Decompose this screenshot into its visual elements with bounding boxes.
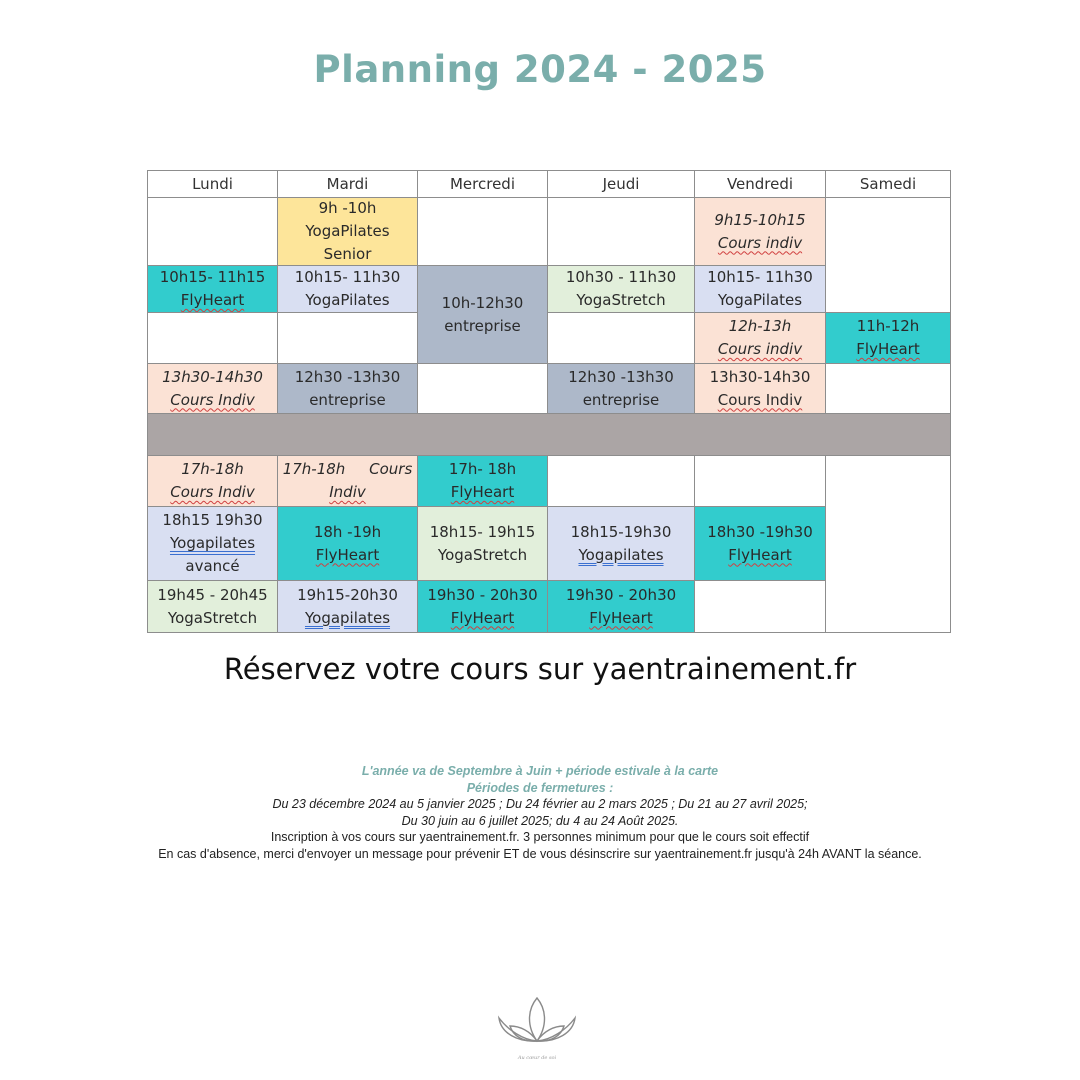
session-vendredi-18h30: 18h30 -19h30 FlyHeart bbox=[694, 506, 826, 581]
session-mardi-19h15: 19h15-20h30 Yogapilates bbox=[277, 580, 418, 633]
session-mardi-9h: 9h -10h YogaPilates Senior bbox=[277, 197, 418, 266]
session-vendredi-13h30: 13h30-14h30 Cours Indiv bbox=[694, 363, 826, 414]
session-lundi-13h30: 13h30-14h30 Cours Indiv bbox=[147, 363, 278, 414]
empty-cell bbox=[825, 455, 951, 633]
empty-cell bbox=[417, 363, 548, 414]
day-header-lundi: Lundi bbox=[147, 170, 278, 198]
empty-cell bbox=[147, 197, 278, 266]
session-jeudi-12h30: 12h30 -13h30 entreprise bbox=[547, 363, 695, 414]
empty-cell bbox=[547, 312, 695, 364]
session-mardi-17h: 17h-18h Cours Indiv bbox=[277, 455, 418, 507]
session-mercredi-18h15: 18h15- 19h15 YogaStretch bbox=[417, 506, 548, 581]
session-lundi-10h15: 10h15- 11h15 FlyHeart bbox=[147, 265, 278, 313]
session-jeudi-18h15: 18h15-19h30 Yogapilates bbox=[547, 506, 695, 581]
logo-caption: Au cœur de soi bbox=[517, 1055, 557, 1061]
notes-block bbox=[110, 763, 970, 862]
session-lundi-17h: 17h-18h Cours Indiv bbox=[147, 455, 278, 507]
registration-note: Inscription à vos cours sur yaentrainement.fr. 3 personnes minimum pour que le cours soit effectif bbox=[270, 830, 810, 844]
day-header-mercredi: Mercredi bbox=[417, 170, 548, 198]
session-samedi-11h: 11h-12h FlyHeart bbox=[825, 312, 951, 364]
empty-cell bbox=[825, 363, 951, 414]
page-title: Planning 2024 - 2025 bbox=[313, 48, 767, 91]
empty-cell bbox=[694, 455, 826, 507]
reserve-cta-text: Réservez votre cours sur yaentrainement.fr bbox=[223, 652, 857, 686]
session-mardi-12h30: 12h30 -13h30 entreprise bbox=[277, 363, 418, 414]
empty-cell bbox=[417, 197, 548, 266]
day-header-vendredi: Vendredi bbox=[694, 170, 826, 198]
session-vendredi-9h15: 9h15-10h15 Cours indiv bbox=[694, 197, 826, 266]
session-mercredi-17h: 17h- 18h FlyHeart bbox=[417, 455, 548, 507]
closures-heading: Périodes de fermetures : bbox=[466, 780, 614, 795]
lotus-icon bbox=[496, 995, 578, 1065]
session-jeudi-10h30: 10h30 - 11h30 YogaStretch bbox=[547, 265, 695, 313]
day-header-mardi: Mardi bbox=[277, 170, 418, 198]
midday-break-row bbox=[147, 413, 951, 456]
closures-dates-2: Du 30 juin au 6 juillet 2025; du 4 au 24 Août 2025. bbox=[401, 813, 679, 828]
empty-cell bbox=[547, 455, 695, 507]
session-mardi-18h: 18h -19h FlyHeart bbox=[277, 506, 418, 581]
season-note: L'année va de Septembre à Juin + période estivale à la carte bbox=[361, 764, 719, 778]
day-header-jeudi: Jeudi bbox=[547, 170, 695, 198]
session-lundi-19h45: 19h45 - 20h45 YogaStretch bbox=[147, 580, 278, 633]
empty-cell bbox=[547, 197, 695, 266]
empty-cell bbox=[277, 312, 418, 364]
session-mercredi-10h: 10h-12h30 entreprise bbox=[417, 265, 548, 364]
session-lundi-18h15: 18h15 19h30 Yogapilates avancé bbox=[147, 506, 278, 581]
session-jeudi-19h30: 19h30 - 20h30 FlyHeart bbox=[547, 580, 695, 633]
empty-cell bbox=[825, 197, 951, 313]
closures-dates: Du 23 décembre 2024 au 5 janvier 2025 ; Du 24 février au 2 mars 2025 ; Du 21 au 27 avril 2025; bbox=[272, 797, 808, 811]
absence-note: En cas d'absence, merci d'envoyer un message pour prévenir ET de vous désinscrire sur yaentrainement.fr jusqu'à 24h AVANT la séance. bbox=[158, 846, 922, 861]
day-header-samedi: Samedi bbox=[825, 170, 951, 198]
empty-cell bbox=[147, 312, 278, 364]
session-vendredi-12h: 12h-13h Cours indiv bbox=[694, 312, 826, 364]
session-mardi-10h15: 10h15- 11h30 YogaPilates bbox=[277, 265, 418, 313]
session-mercredi-19h30: 19h30 - 20h30 FlyHeart bbox=[417, 580, 548, 633]
empty-cell bbox=[694, 580, 826, 633]
session-vendredi-10h15: 10h15- 11h30 YogaPilates bbox=[694, 265, 826, 313]
